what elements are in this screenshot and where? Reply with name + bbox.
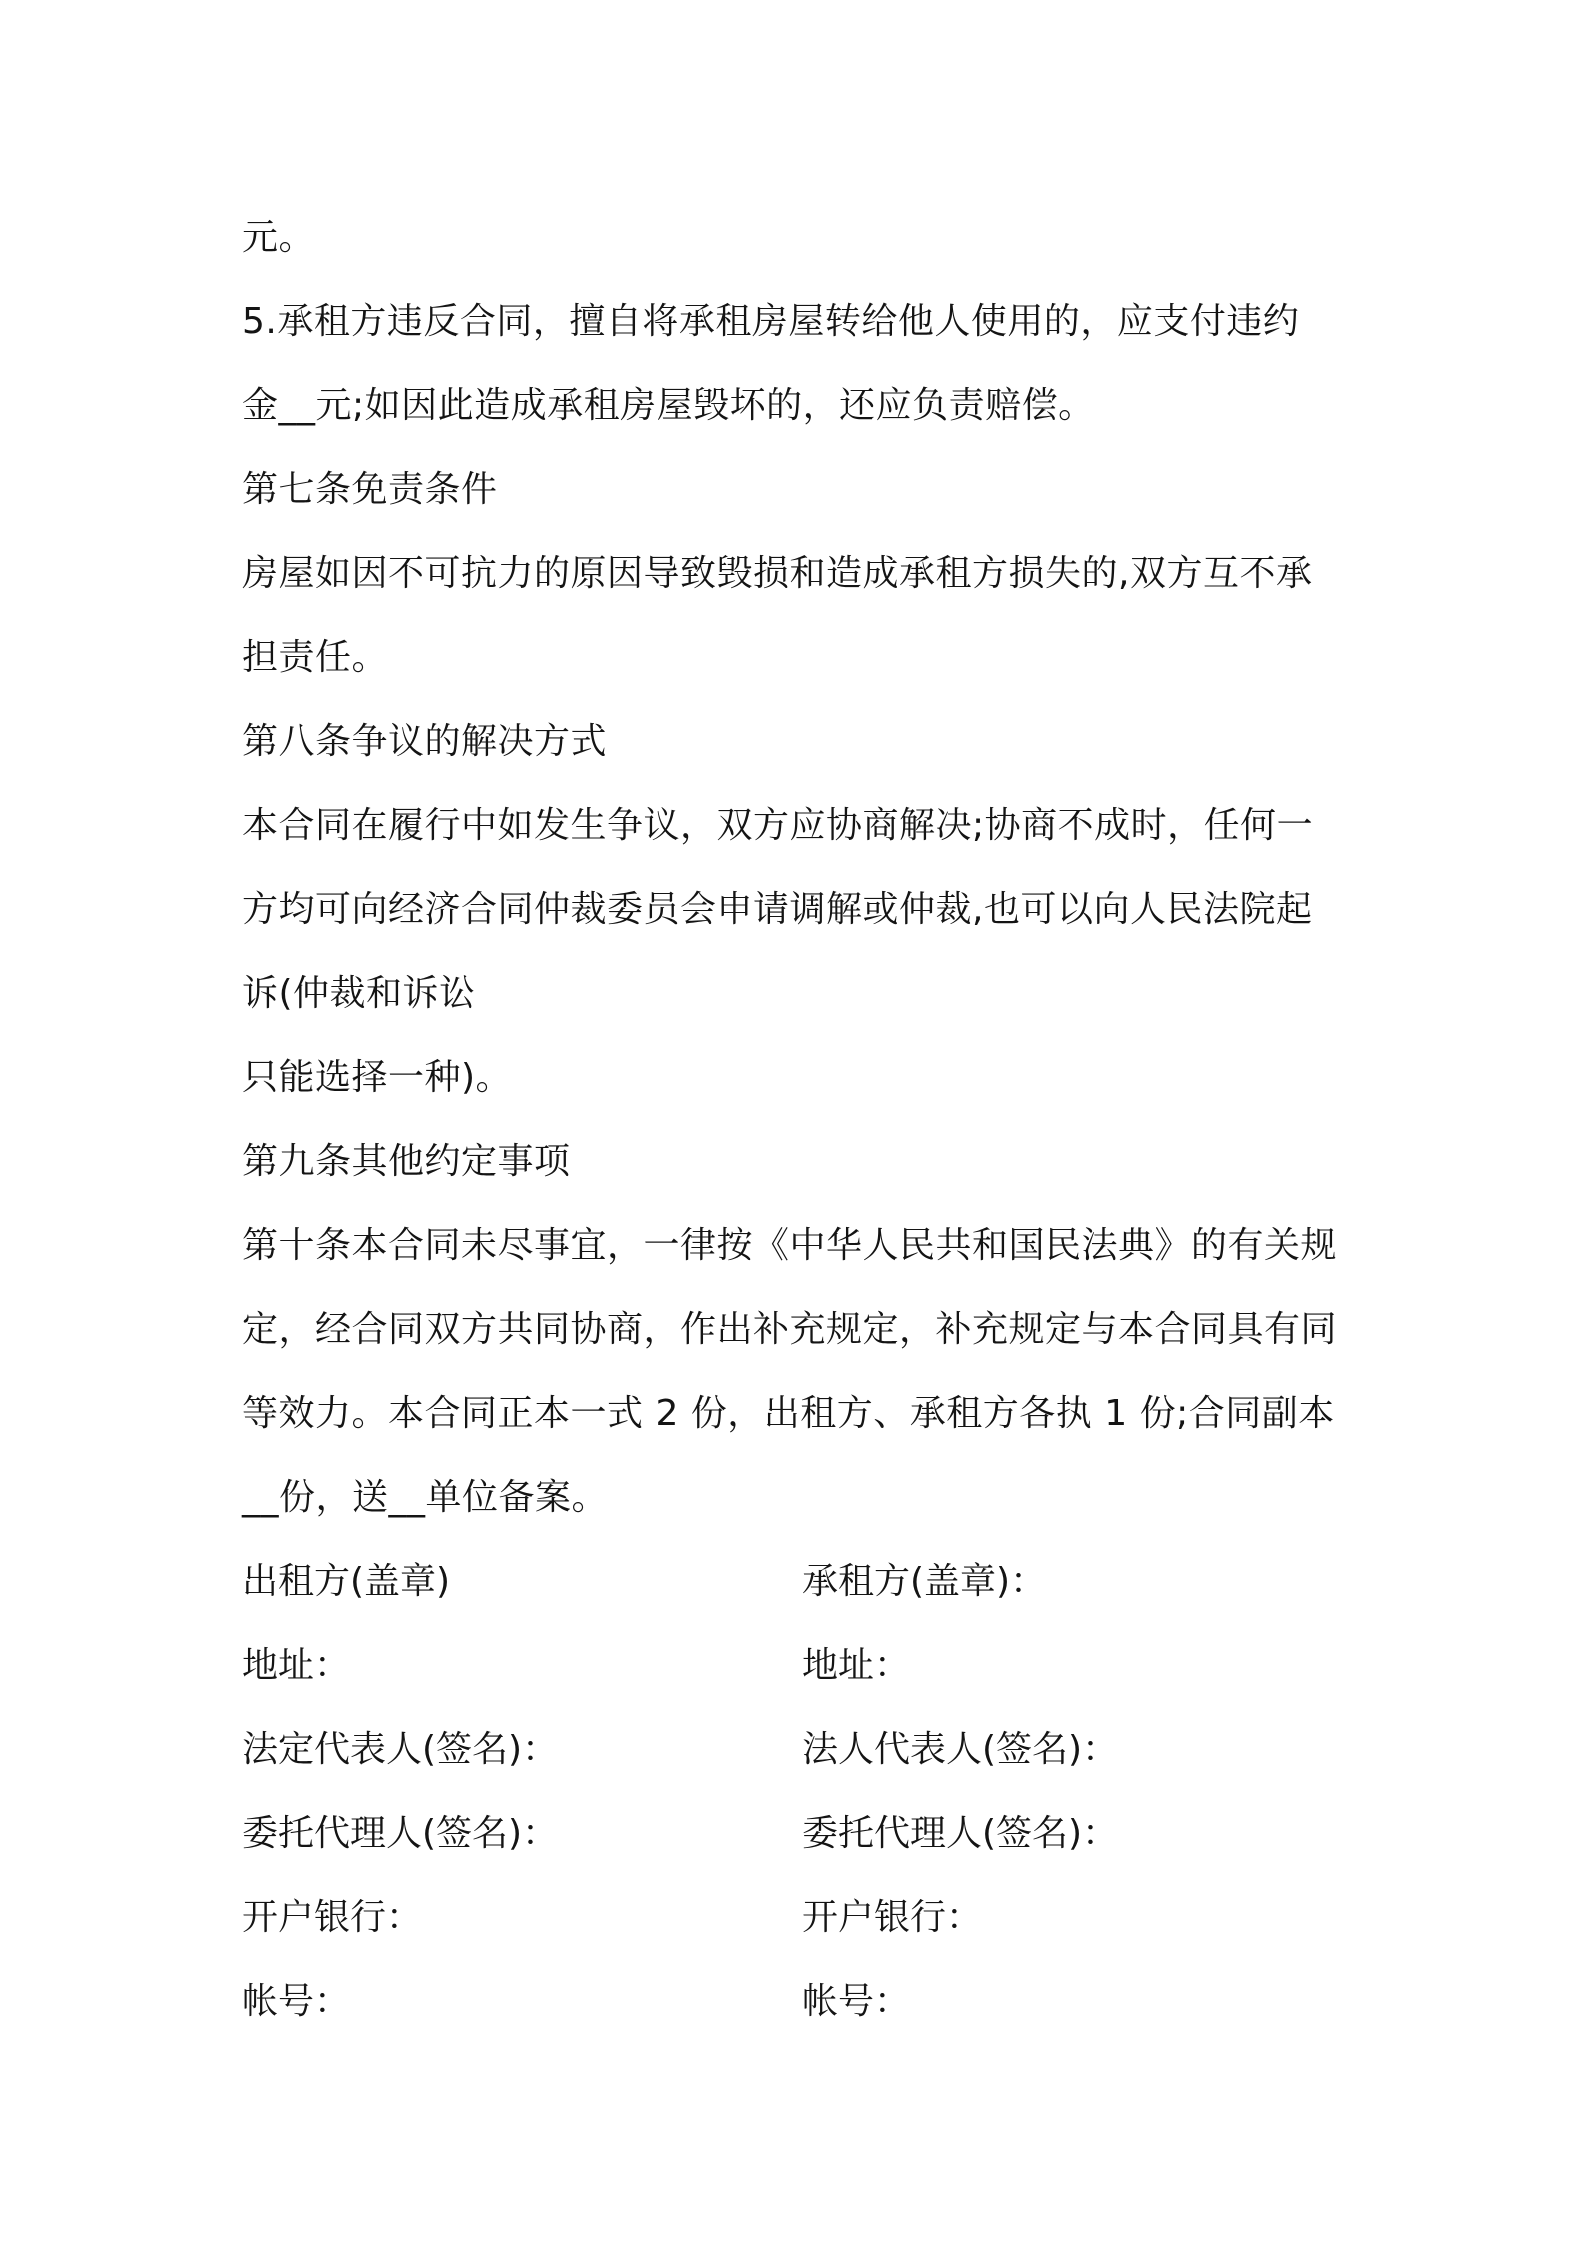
text-line: 定，经合同双方共同协商，作出补充规定，补充规定与本合同具有同 xyxy=(242,1309,1338,1350)
lessor-field: 法定代表人(签名)： xyxy=(242,1729,559,1770)
signature-row xyxy=(242,1960,1362,2044)
text-line: 诉(仲裁和诉讼 xyxy=(242,973,476,1014)
text-line: 第十条本合同未尽事宜，一律按《中华人民共和国民法典》的有关规 xyxy=(242,1225,1338,1266)
text-line: 金__元;如因此造成承租房屋毁坏的，还应负责赔偿。 xyxy=(242,385,1095,426)
contract-body xyxy=(242,196,1362,2044)
text-line: 元。 xyxy=(242,217,316,258)
lessor-field: 出租方(盖章) xyxy=(242,1561,451,1602)
section-heading: 第九条其他约定事项 xyxy=(242,1141,571,1182)
lessor-field: 帐号： xyxy=(242,1981,351,2022)
text-line: 方均可向经济合同仲裁委员会申请调解或仲裁,也可以向人民法院起 xyxy=(242,889,1313,930)
section-heading: 第七条免责条件 xyxy=(242,469,498,510)
lessor-field: 开户银行： xyxy=(242,1897,423,1938)
lessee-field: 承租方(盖章)： xyxy=(802,1561,1047,1602)
text-line: 只能选择一种)。 xyxy=(242,1057,513,1098)
text-line: 等效力。本合同正本一式 2 份，出租方、承租方各执 1 份;合同副本 xyxy=(242,1393,1335,1434)
lessee-field: 开户银行： xyxy=(802,1897,983,1938)
signature-row xyxy=(242,1624,1362,1708)
text-line: 本合同在履行中如发生争议，双方应协商解决;协商不成时，任何一 xyxy=(242,805,1314,846)
text-line: 5.承租方违反合同，擅自将承租房屋转给他人使用的，应支付违约 xyxy=(242,301,1300,342)
lessor-field: 委托代理人(签名)： xyxy=(242,1813,559,1854)
text-line: 担责任。 xyxy=(242,637,389,678)
section-heading: 第八条争议的解决方式 xyxy=(242,721,608,762)
lessee-field: 地址： xyxy=(802,1645,911,1686)
lessor-field: 地址： xyxy=(242,1645,351,1686)
signature-row xyxy=(242,1540,1362,1624)
signature-block xyxy=(242,1540,1362,2044)
text-line: 房屋如因不可抗力的原因导致毁损和造成承租方损失的,双方互不承 xyxy=(242,553,1313,594)
lessee-field: 帐号： xyxy=(802,1981,911,2022)
signature-row xyxy=(242,1876,1362,1960)
text-line: __份，送__单位备案。 xyxy=(242,1477,609,1518)
lessee-field: 委托代理人(签名)： xyxy=(802,1813,1119,1854)
signature-row xyxy=(242,1708,1362,1792)
signature-row xyxy=(242,1792,1362,1876)
lessee-field: 法人代表人(签名)： xyxy=(802,1729,1119,1770)
